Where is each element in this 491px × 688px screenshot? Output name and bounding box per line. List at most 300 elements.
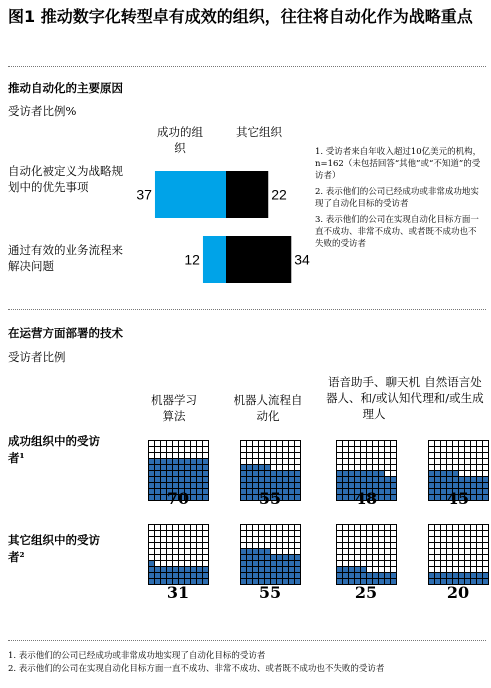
waffle-cell bbox=[149, 459, 154, 464]
waffle-cell bbox=[289, 477, 294, 482]
waffle-cell bbox=[179, 531, 184, 536]
waffle-cell bbox=[167, 567, 172, 572]
waffle-cell bbox=[459, 531, 464, 536]
waffle-cell bbox=[435, 567, 440, 572]
waffle-cell bbox=[295, 573, 300, 578]
waffle-cell bbox=[471, 465, 476, 470]
waffle-cell bbox=[391, 483, 396, 488]
waffle-cell bbox=[197, 561, 202, 566]
waffle-cell bbox=[483, 447, 488, 452]
waffle-cell bbox=[343, 465, 348, 470]
waffle-cell bbox=[471, 549, 476, 554]
waffle-cell bbox=[149, 537, 154, 542]
waffle-cell bbox=[155, 477, 160, 482]
waffle-cell bbox=[385, 471, 390, 476]
waffle-cell bbox=[173, 471, 178, 476]
waffle-cell bbox=[191, 477, 196, 482]
waffle-cell bbox=[295, 441, 300, 446]
waffle-cell bbox=[173, 537, 178, 542]
waffle-cell bbox=[197, 573, 202, 578]
waffle-cell bbox=[477, 567, 482, 572]
waffle-cell bbox=[471, 441, 476, 446]
waffle-cell bbox=[289, 441, 294, 446]
footnote-1: 1. 表示他们的公司已经成功或非常成功地实现了自动化目标的受访者 bbox=[8, 651, 266, 661]
waffle-cell bbox=[283, 537, 288, 542]
waffle-cell bbox=[295, 447, 300, 452]
waffle-cell bbox=[253, 441, 258, 446]
waffle-cell bbox=[253, 471, 258, 476]
waffle-cell bbox=[167, 483, 172, 488]
waffle-cell bbox=[355, 537, 360, 542]
note-1: 1. 受访者来自年收入超过10亿美元的机构，n=162（未包括回答“其他”或“不知道”的受访者） bbox=[315, 147, 482, 181]
waffle-cell bbox=[283, 471, 288, 476]
waffle-cell bbox=[337, 471, 342, 476]
waffle-cell bbox=[379, 477, 384, 482]
waffle-cell bbox=[459, 459, 464, 464]
waffle-cell bbox=[277, 555, 282, 560]
waffle-cell bbox=[459, 561, 464, 566]
waffle-value: 31 bbox=[166, 583, 190, 602]
waffle-cell bbox=[185, 543, 190, 548]
waffle-cell bbox=[155, 567, 160, 572]
waffle-cell bbox=[173, 555, 178, 560]
waffle-cell bbox=[373, 531, 378, 536]
waffle-cell bbox=[253, 543, 258, 548]
bar-other bbox=[226, 236, 291, 283]
bar-chart bbox=[130, 160, 310, 290]
waffle-cell bbox=[447, 531, 452, 536]
waffle-cell bbox=[185, 441, 190, 446]
waffle-cell bbox=[373, 567, 378, 572]
waffle-cell bbox=[343, 543, 348, 548]
waffle-cell bbox=[271, 537, 276, 542]
waffle-cell bbox=[247, 465, 252, 470]
waffle-cell bbox=[447, 567, 452, 572]
waffle-cell bbox=[191, 573, 196, 578]
waffle-cell bbox=[465, 453, 470, 458]
waffle-cell bbox=[167, 561, 172, 566]
waffle-cell bbox=[361, 537, 366, 542]
waffle-cell bbox=[197, 537, 202, 542]
waffle-cell bbox=[253, 465, 258, 470]
waffle-cell bbox=[453, 453, 458, 458]
column-header: 语音助手、聊天机器人、和/或认知代理人 bbox=[326, 375, 422, 421]
waffle-cell bbox=[173, 465, 178, 470]
waffle-cell bbox=[385, 549, 390, 554]
note-2: 2. 表示他们的公司已经成功或非常成功地实现了自动化目标的受访者 bbox=[315, 187, 479, 209]
waffle-cell bbox=[337, 531, 342, 536]
waffle-cell bbox=[349, 555, 354, 560]
waffle-cell bbox=[253, 555, 258, 560]
waffle-cell bbox=[161, 561, 166, 566]
waffle-cell bbox=[465, 543, 470, 548]
waffle-cell bbox=[173, 543, 178, 548]
waffle-cell bbox=[483, 525, 488, 530]
waffle-cell bbox=[361, 561, 366, 566]
waffle-cell bbox=[441, 561, 446, 566]
waffle-cell bbox=[265, 573, 270, 578]
waffle-cell bbox=[277, 567, 282, 572]
note-3: 3. 表示他们的公司在实现自动化目标方面一直不成功、非常不成功、或者既不成功也不失败的受访者 bbox=[315, 215, 479, 249]
waffle-value: 55 bbox=[258, 583, 282, 602]
waffle-cell bbox=[161, 477, 166, 482]
waffle-cell bbox=[289, 525, 294, 530]
waffle-cell bbox=[295, 471, 300, 476]
divider bbox=[8, 66, 486, 67]
waffle-cell bbox=[435, 543, 440, 548]
waffle-cell bbox=[477, 459, 482, 464]
waffle-cell bbox=[435, 465, 440, 470]
waffle-cell bbox=[191, 543, 196, 548]
waffle-cell bbox=[161, 567, 166, 572]
waffle-cell bbox=[441, 483, 446, 488]
waffle-cell bbox=[295, 525, 300, 530]
waffle-cell bbox=[161, 441, 166, 446]
waffle-cell bbox=[477, 471, 482, 476]
waffle-cell bbox=[373, 441, 378, 446]
waffle-cell bbox=[149, 531, 154, 536]
waffle-cell bbox=[447, 459, 452, 464]
waffle-cell bbox=[161, 543, 166, 548]
waffle-cell bbox=[465, 525, 470, 530]
waffle-cell bbox=[429, 537, 434, 542]
waffle-cell bbox=[265, 555, 270, 560]
waffle-cell bbox=[155, 447, 160, 452]
waffle-cell bbox=[373, 453, 378, 458]
waffle-cell bbox=[167, 459, 172, 464]
waffle-cell bbox=[465, 471, 470, 476]
waffle-cell bbox=[367, 447, 372, 452]
waffle-cell bbox=[349, 561, 354, 566]
waffle-cell bbox=[429, 453, 434, 458]
waffle-cell bbox=[343, 555, 348, 560]
waffle-cell bbox=[203, 459, 208, 464]
waffle-cell bbox=[247, 567, 252, 572]
waffle-cell bbox=[379, 453, 384, 458]
waffle-cell bbox=[167, 441, 172, 446]
waffle-cell bbox=[289, 561, 294, 566]
waffle-cell bbox=[447, 441, 452, 446]
waffle-cell bbox=[483, 561, 488, 566]
waffle-cell bbox=[149, 471, 154, 476]
waffle-cell bbox=[155, 549, 160, 554]
waffle-cell bbox=[385, 465, 390, 470]
waffle-cell bbox=[167, 453, 172, 458]
waffle-cell bbox=[247, 543, 252, 548]
waffle-cell bbox=[391, 543, 396, 548]
waffle-cell bbox=[259, 471, 264, 476]
waffle-cell bbox=[385, 573, 390, 578]
waffle-cell bbox=[283, 555, 288, 560]
waffle-cell bbox=[277, 453, 282, 458]
waffle-cell bbox=[277, 573, 282, 578]
waffle-cell bbox=[241, 453, 246, 458]
waffle-cell bbox=[355, 543, 360, 548]
waffle-cell bbox=[349, 531, 354, 536]
waffle-cell bbox=[265, 453, 270, 458]
waffle-cell bbox=[477, 483, 482, 488]
waffle-cell bbox=[367, 537, 372, 542]
waffle-cell bbox=[289, 465, 294, 470]
waffle-cell bbox=[465, 459, 470, 464]
waffle-cell bbox=[191, 465, 196, 470]
waffle-cell bbox=[203, 453, 208, 458]
waffle-cell bbox=[355, 447, 360, 452]
waffle-cell bbox=[355, 525, 360, 530]
waffle-cell bbox=[179, 561, 184, 566]
waffle-cell bbox=[185, 567, 190, 572]
waffle-cell bbox=[155, 537, 160, 542]
waffle-cell bbox=[429, 447, 434, 452]
waffle-cell bbox=[477, 555, 482, 560]
waffle-cell bbox=[367, 543, 372, 548]
waffle-cell bbox=[179, 465, 184, 470]
bar-success bbox=[155, 171, 226, 218]
waffle-cell bbox=[161, 471, 166, 476]
waffle-cell bbox=[459, 573, 464, 578]
waffle-cell bbox=[355, 549, 360, 554]
waffle-cell bbox=[379, 543, 384, 548]
waffle-cell bbox=[155, 561, 160, 566]
waffle-cell bbox=[477, 543, 482, 548]
waffle-cell bbox=[289, 531, 294, 536]
waffle-cell bbox=[385, 477, 390, 482]
waffle-cell bbox=[253, 549, 258, 554]
waffle-cell bbox=[265, 537, 270, 542]
waffle-cell bbox=[373, 543, 378, 548]
waffle-cell bbox=[265, 549, 270, 554]
waffle-cell bbox=[459, 549, 464, 554]
waffle-cell bbox=[179, 543, 184, 548]
waffle-cell bbox=[185, 537, 190, 542]
waffle-cell bbox=[265, 531, 270, 536]
waffle-cell bbox=[161, 453, 166, 458]
waffle-cell bbox=[191, 459, 196, 464]
waffle-cell bbox=[295, 453, 300, 458]
waffle-cell bbox=[483, 537, 488, 542]
waffle-cell bbox=[447, 543, 452, 548]
waffle-cell bbox=[465, 567, 470, 572]
waffle-cell bbox=[447, 525, 452, 530]
waffle-cell bbox=[483, 567, 488, 572]
waffle-cell bbox=[173, 447, 178, 452]
waffle-cell bbox=[453, 573, 458, 578]
waffle-cell bbox=[197, 483, 202, 488]
waffle-cell bbox=[441, 567, 446, 572]
waffle-cell bbox=[289, 555, 294, 560]
waffle-cell bbox=[295, 483, 300, 488]
waffle-cell bbox=[241, 543, 246, 548]
waffle-cell bbox=[265, 477, 270, 482]
waffle-cell bbox=[149, 483, 154, 488]
waffle-cell bbox=[373, 477, 378, 482]
waffle-cell bbox=[441, 531, 446, 536]
waffle-cell bbox=[367, 561, 372, 566]
waffle-cell bbox=[391, 477, 396, 482]
waffle-cell bbox=[459, 441, 464, 446]
waffle-cell bbox=[167, 537, 172, 542]
waffle-cell bbox=[385, 531, 390, 536]
waffle-cell bbox=[373, 555, 378, 560]
waffle-cell bbox=[367, 477, 372, 482]
waffle-cell bbox=[483, 441, 488, 446]
waffle-cell bbox=[185, 561, 190, 566]
waffle-cell bbox=[435, 531, 440, 536]
waffle-cell bbox=[283, 567, 288, 572]
waffle-cell bbox=[259, 573, 264, 578]
waffle-cell bbox=[265, 447, 270, 452]
waffle-cell bbox=[337, 567, 342, 572]
waffle-cell bbox=[253, 573, 258, 578]
waffle-cell bbox=[271, 567, 276, 572]
waffle-cell bbox=[429, 561, 434, 566]
waffle-cell bbox=[185, 555, 190, 560]
waffle-cell bbox=[435, 525, 440, 530]
waffle-cell bbox=[185, 477, 190, 482]
waffle-cell bbox=[343, 531, 348, 536]
waffle-cell bbox=[337, 483, 342, 488]
waffle-cell bbox=[265, 459, 270, 464]
waffle-cell bbox=[265, 525, 270, 530]
waffle-cell bbox=[343, 525, 348, 530]
waffle-cell bbox=[149, 441, 154, 446]
waffle-cell bbox=[391, 459, 396, 464]
waffle-cell bbox=[161, 549, 166, 554]
waffle-cell bbox=[337, 543, 342, 548]
waffle-cell bbox=[173, 477, 178, 482]
waffle-cell bbox=[391, 555, 396, 560]
waffle-cell bbox=[271, 549, 276, 554]
waffle-cell bbox=[349, 567, 354, 572]
waffle-cell bbox=[483, 573, 488, 578]
waffle-cell bbox=[373, 537, 378, 542]
waffle-cell bbox=[197, 567, 202, 572]
waffle-cell bbox=[379, 573, 384, 578]
waffle-cell bbox=[241, 549, 246, 554]
waffle-cell bbox=[197, 555, 202, 560]
waffle-cell bbox=[355, 561, 360, 566]
waffle-cell bbox=[167, 573, 172, 578]
waffle-cell bbox=[173, 441, 178, 446]
waffle-cell bbox=[465, 549, 470, 554]
waffle-cell bbox=[441, 555, 446, 560]
waffle-cell bbox=[271, 477, 276, 482]
waffle-cell bbox=[191, 561, 196, 566]
waffle-cell bbox=[385, 543, 390, 548]
waffle-cell bbox=[391, 561, 396, 566]
waffle-cell bbox=[459, 567, 464, 572]
waffle-cell bbox=[349, 525, 354, 530]
waffle-cell bbox=[203, 561, 208, 566]
waffle-cell bbox=[453, 555, 458, 560]
waffle-cell bbox=[337, 447, 342, 452]
waffle-cell bbox=[283, 561, 288, 566]
waffle-cell bbox=[241, 477, 246, 482]
waffle-cell bbox=[247, 537, 252, 542]
waffle-cell bbox=[241, 555, 246, 560]
data-label-other: 34 bbox=[294, 251, 310, 268]
waffle-cell bbox=[453, 471, 458, 476]
waffle-cell bbox=[453, 477, 458, 482]
waffle-cell bbox=[367, 483, 372, 488]
waffle-cell bbox=[253, 453, 258, 458]
waffle-cell bbox=[173, 531, 178, 536]
waffle-cell bbox=[459, 453, 464, 458]
waffle-cell bbox=[271, 561, 276, 566]
waffle-cell bbox=[361, 441, 366, 446]
waffle-cell bbox=[453, 537, 458, 542]
waffle-cell bbox=[471, 447, 476, 452]
waffle-cell bbox=[197, 441, 202, 446]
waffle-cell bbox=[337, 549, 342, 554]
waffle-cell bbox=[471, 567, 476, 572]
waffle-cell bbox=[441, 465, 446, 470]
waffle-cell bbox=[265, 465, 270, 470]
waffle-cell bbox=[337, 453, 342, 458]
waffle-cell bbox=[191, 441, 196, 446]
waffle-cell bbox=[391, 549, 396, 554]
waffle-cell bbox=[155, 483, 160, 488]
waffle-cell bbox=[149, 465, 154, 470]
column-header: 自然语言处理和/或生成 bbox=[422, 375, 484, 405]
waffle-cell bbox=[259, 441, 264, 446]
data-label-success: 12 bbox=[184, 251, 200, 268]
waffle-cell bbox=[355, 567, 360, 572]
waffle-cell bbox=[367, 567, 372, 572]
waffle-cell bbox=[185, 525, 190, 530]
waffle-cell bbox=[283, 453, 288, 458]
waffle-cell bbox=[379, 567, 384, 572]
waffle-cell bbox=[355, 459, 360, 464]
waffle-cell bbox=[197, 453, 202, 458]
waffle-cell bbox=[283, 531, 288, 536]
waffle-cell bbox=[367, 531, 372, 536]
waffle-cell bbox=[167, 447, 172, 452]
waffle-cell bbox=[337, 465, 342, 470]
waffle-cell bbox=[349, 483, 354, 488]
waffle-cell bbox=[391, 531, 396, 536]
waffle-cell bbox=[247, 477, 252, 482]
waffle-cell bbox=[373, 573, 378, 578]
waffle-cell bbox=[259, 555, 264, 560]
waffle-cell bbox=[471, 543, 476, 548]
waffle-cell bbox=[441, 441, 446, 446]
waffle-cell bbox=[283, 573, 288, 578]
waffle-cell bbox=[295, 549, 300, 554]
waffle-cell bbox=[247, 459, 252, 464]
waffle-cell bbox=[289, 453, 294, 458]
waffle-cell bbox=[203, 567, 208, 572]
waffle-cell bbox=[453, 531, 458, 536]
waffle-cell bbox=[435, 537, 440, 542]
waffle-cell bbox=[173, 459, 178, 464]
divider bbox=[8, 309, 486, 310]
waffle-cell bbox=[453, 543, 458, 548]
waffle-cell bbox=[289, 567, 294, 572]
waffle-cell bbox=[447, 561, 452, 566]
waffle-cell bbox=[197, 447, 202, 452]
waffle-cell bbox=[471, 537, 476, 542]
waffle-value: 45 bbox=[446, 489, 470, 508]
waffle-cell bbox=[373, 459, 378, 464]
waffle-cell bbox=[241, 483, 246, 488]
waffle-cell bbox=[253, 483, 258, 488]
waffle-cell bbox=[471, 561, 476, 566]
waffle-cell bbox=[191, 555, 196, 560]
waffle-cell bbox=[203, 549, 208, 554]
waffle-cell bbox=[241, 465, 246, 470]
waffle-cell bbox=[361, 459, 366, 464]
